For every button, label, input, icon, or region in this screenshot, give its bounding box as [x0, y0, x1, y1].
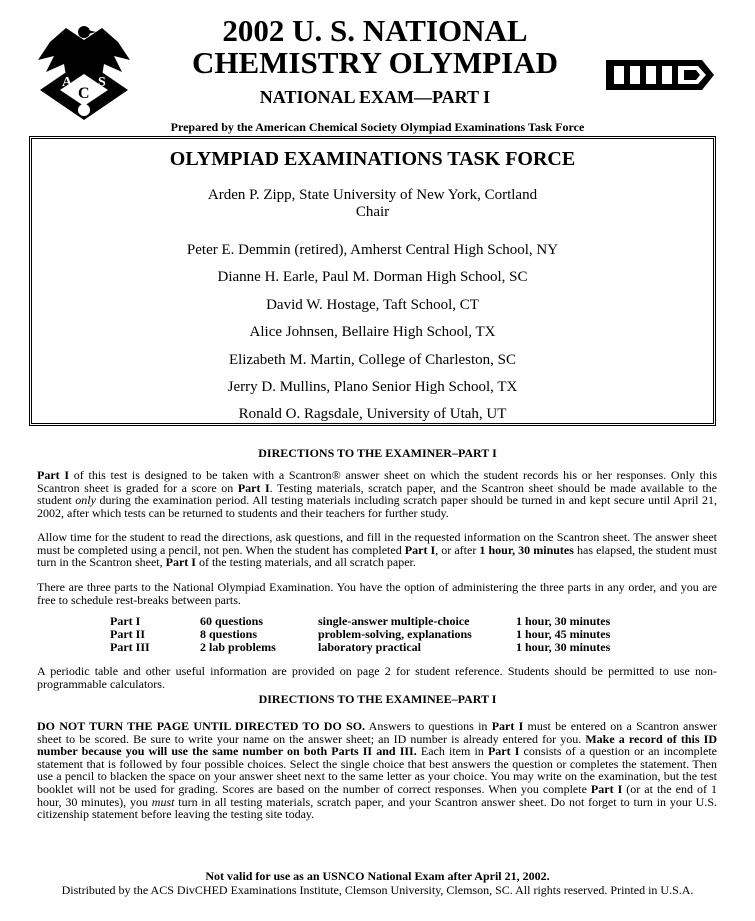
- exam-title-line2: CHEMISTRY OLYMPIAD: [191, 45, 559, 80]
- examiner-paragraph-2: Allow time for the student to read the directions, ask questions, and fill in the requested information on the Scantron sheet. The answer sheet must be completed using a pencil, not pen. When the student has completed Part I, or after 1 hour, 30 minutes has elapsed, the student must turn in the Scantron sheet, Part I of the testing materials, and all scratch paper.: [37, 530, 717, 570]
- exam-title-line1: 2002 U. S. NATIONAL: [222, 13, 528, 48]
- table-row: Part III 2 lab problems laboratory practical 1 hour, 30 minutes: [110, 640, 611, 654]
- logo-letter-a: A: [62, 75, 73, 90]
- parts-table: [110, 615, 610, 654]
- member-line: Ronald O. Ragsdale, University of Utah, UT: [238, 406, 507, 422]
- logo-letter-c: C: [78, 85, 90, 102]
- distribution-notice: Distributed by the ACS DivCHED Examinations Institute, Clemson University, Clemson, SC. All rights reserved. Printed in U.S.A.: [61, 883, 694, 897]
- prepared-by: Prepared by the American Chemical Society Olympiad Examinations Task Force: [170, 120, 585, 134]
- task-force-box: [29, 136, 716, 426]
- member-line: Alice Johnsen, Bellaire High School, TX: [249, 324, 496, 340]
- acs-eagle-logo-icon: [36, 20, 132, 122]
- examinee-directions-heading: DIRECTIONS TO THE EXAMINEE–PART I: [258, 692, 497, 706]
- member-line: Elizabeth M. Martin, College of Charleston, SC: [228, 352, 517, 368]
- examiner-paragraph-4: A periodic table and other useful information are provided on page 2 for student reference. Students should be permitted to use non-programmable calculators.: [37, 664, 717, 691]
- chair-name: Arden P. Zipp, State University of New York, Cortland: [207, 187, 538, 203]
- chair-role: Chair: [355, 204, 390, 220]
- exam-subtitle: NATIONAL EXAM—PART I: [259, 87, 491, 107]
- examiner-paragraph-3: There are three parts to the National Olympiad Examination. You have the option of administering the three parts in any order, and you are free to schedule rest-breaks between parts.: [37, 580, 717, 607]
- validity-notice: Not valid for use as an USNCO National Exam after April 21, 2002.: [205, 869, 550, 883]
- table-row: Part I 60 questions single-answer multiple-choice 1 hour, 30 minutes: [110, 614, 611, 628]
- member-line: David W. Hostage, Taft School, CT: [266, 297, 479, 313]
- member-line: Dianne H. Earle, Paul M. Dorman High School, SC: [217, 269, 528, 285]
- table-row: Part II 8 questions problem-solving, explanations 1 hour, 45 minutes: [110, 627, 611, 641]
- member-line: Peter E. Demmin (retired), Amherst Central High School, NY: [186, 242, 559, 258]
- task-force-title: OLYMPIAD EXAMINATIONS TASK FORCE: [169, 148, 576, 170]
- examinee-paragraph: DO NOT TURN THE PAGE UNTIL DIRECTED TO DO SO. Answers to questions in Part I must be entered on a Scantron answer sheet to be scored. Be sure to write your name on the answer sheet; an ID number is already entered for you. Make a record of this ID number because you will use the same number on both Parts II and III. Each item in Part I consists of a question or an incomplete statement that is followed by four possible choices. Select the single choice that best answers the question or completes the statement. Then use a pencil to blacken the space on your answer sheet next to the same letter as your choice. You may write on the examination, but the test booklet will not be used for grading. Scores are based on the number of correct responses. When you complete Part I (or at the end of 1 hour, 30 minutes), you must turn in all testing materials, scratch paper, and your Scantron answer sheet. Do not forget to turn in your U.S. citizenship statement before leaving the testing site today.: [37, 719, 718, 822]
- logo-letter-s: S: [98, 75, 106, 90]
- examiner-directions-heading: DIRECTIONS TO THE EXAMINER–PART I: [258, 446, 497, 460]
- member-line: Jerry D. Mullins, Plano Senior High School, TX: [227, 379, 518, 395]
- olympic-bars-logo-icon: [604, 50, 720, 100]
- examiner-paragraph-1: Part I of this test is designed to be taken with a Scantron® answer sheet on which the student records his or her responses. Only this Scantron sheet is graded for a score on Part I. Testing materials, scratch paper, and the Scantron sheet should be made available to the student only during the examination period. All testing materials including scratch paper should be turned in and kept secure until April 21, 2002, after which tests can be returned to students and their teachers for further study.: [37, 468, 718, 520]
